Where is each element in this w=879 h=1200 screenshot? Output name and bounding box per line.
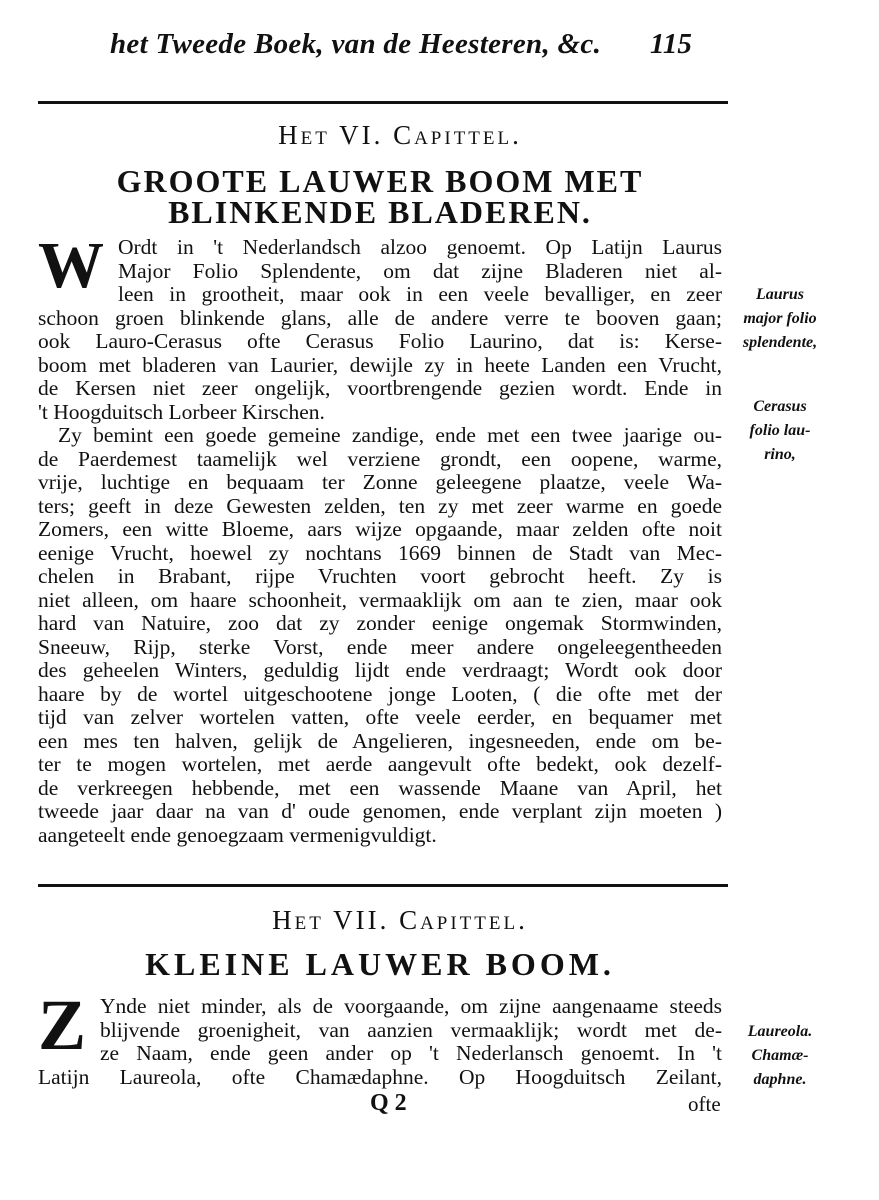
margin-note-line: folio lau- [749,422,811,439]
margin-note-line: Cerasus [753,398,807,415]
margin-note-line: splendente, [742,334,818,351]
section-rule [38,884,728,887]
drop-cap-z: Z [38,985,87,1065]
page-number: 115 [650,28,692,60]
margin-note-line: Chamæ- [751,1047,809,1064]
margin-note-line: daphne. [753,1071,807,1088]
chapter-7-heading: Het VII. Capittel. [272,905,528,935]
text-line: de Paerdemest taamelijk wel verziene grondt, een oopene, warme, [38,446,722,471]
text-line: ook Lauro-Cerasus ofte Cerasus Folio Laurino, dat is: Kerse- [38,329,722,353]
text-line: leen in grootheit, maar ook in een veele bevalliger, en zeer [118,282,722,306]
text-line: ter te mogen wortelen, met aerde aangevult ofte bedekt, ook dezelf- [38,752,722,776]
margin-note-line: Laureola. [747,1023,813,1040]
text-line: een mes ten halven, gelijk de Angelieren, ingesneeden, ende om be- [38,728,722,753]
margin-note-line: major folio [743,310,817,327]
text-line: niet alleen, om haare schoonheit, vermaaklijk om aan te zien, maar ook [38,587,722,612]
text-line: tweede jaar daar na van d' oude genomen, ende verplant zijn moeten ) [38,799,722,823]
text-line: des geheelen Winters, geduldig lijdt ende verdraagt; Wordt ook door [38,658,722,682]
margin-note-laureola [730,1020,830,1092]
text-line: schoon groen blinkende glans, alle de andere verre te booven gaan; [38,305,722,330]
catchword: ofte [688,1092,721,1116]
running-title: het Tweede Boek, van de Heesteren, &c. [110,28,602,60]
chapter-6-title-line-2: BLINKENDE BLADEREN. [168,194,592,230]
text-line: boom met bladeren van Laurier, dewijle zy in heete Landen een Vrucht, [38,352,722,377]
text-line: de Kersen niet zeer ongelijk, voortbrengende gezien wordt. Ende in [38,376,722,400]
text-line: ters; geeft in deze Gewesten zelden, ten zy met zeer warme en goede [38,493,722,518]
margin-note-line: Laurus [755,286,805,303]
signature-mark: Q 2 [370,1090,407,1116]
text-line: Major Folio Splendente, om dat zijne Bladeren niet al- [118,258,722,283]
header-rule [38,101,728,104]
text-line: Ordt in 't Nederlandsch alzoo genoemt. Op Latijn Laurus [118,235,722,259]
margin-note-cerasus [730,395,830,467]
drop-cap-w: W [38,229,104,302]
margin-note-laurus [730,283,830,355]
margin-note-line: rino, [764,446,796,463]
text-line: Zy bemint een goede gemeine zandige, ende met een twee jaarige ou- [58,423,722,447]
text-line: Ynde niet minder, als de voorgaande, om zijne aangenaame steeds [100,994,722,1018]
text-line: Sneeuw, Rijp, sterke Vorst, ende meer andere ongeleegentheeden [38,634,722,659]
text-line: Zomers, een witte Bloeme, aars wijze opgaande, maar zelden ofte noit [38,517,722,541]
text-line: ze Naam, ende geen ander op 't Nederlansch genoemt. In 't [100,1041,722,1065]
chapter-7-title: KLEINE LAUWER BOOM. [145,946,615,982]
text-line: 't Hoogduitsch Lorbeer Kirschen. [38,399,325,424]
text-line: aangeteelt ende genoegzaam vermenigvuldigt. [38,822,437,847]
text-line: vrije, luchtige en bequaam ter Zonne geleegene plaatze, veele Wa- [38,470,722,494]
text-line: tijd van zelver wortelen vatten, ofte veele eerder, en bequamer met [38,705,722,729]
chapter-6-title-line-1: GROOTE LAUWER BOOM MET [116,163,644,199]
text-line: de verkreegen hebbende, met een wassende Maane van April, het [38,775,722,800]
text-line: eenige Vrucht, hoewel zy nochtans 1669 binnen de Stadt van Mec- [38,540,722,565]
text-line: chelen in Brabant, rijpe Vruchten voort gebrocht heeft. Zy is [38,564,722,588]
text-line: blijvende groenigheit, van aanzien vermaaklijk; wordt met de- [100,1017,722,1042]
text-line: haare by de wortel uitgeschootene jonge Looten, ( die ofte met der [38,681,722,706]
text-line: hard van Natuire, zoo dat zy zonder eenige ongemak Stormwinden, [38,611,722,635]
chapter-6-heading: Het VI. Capittel. [278,120,522,150]
text-line: Latijn Laureola, ofte Chamædaphne. Op Hoogduitsch Zeilant, [38,1064,722,1089]
